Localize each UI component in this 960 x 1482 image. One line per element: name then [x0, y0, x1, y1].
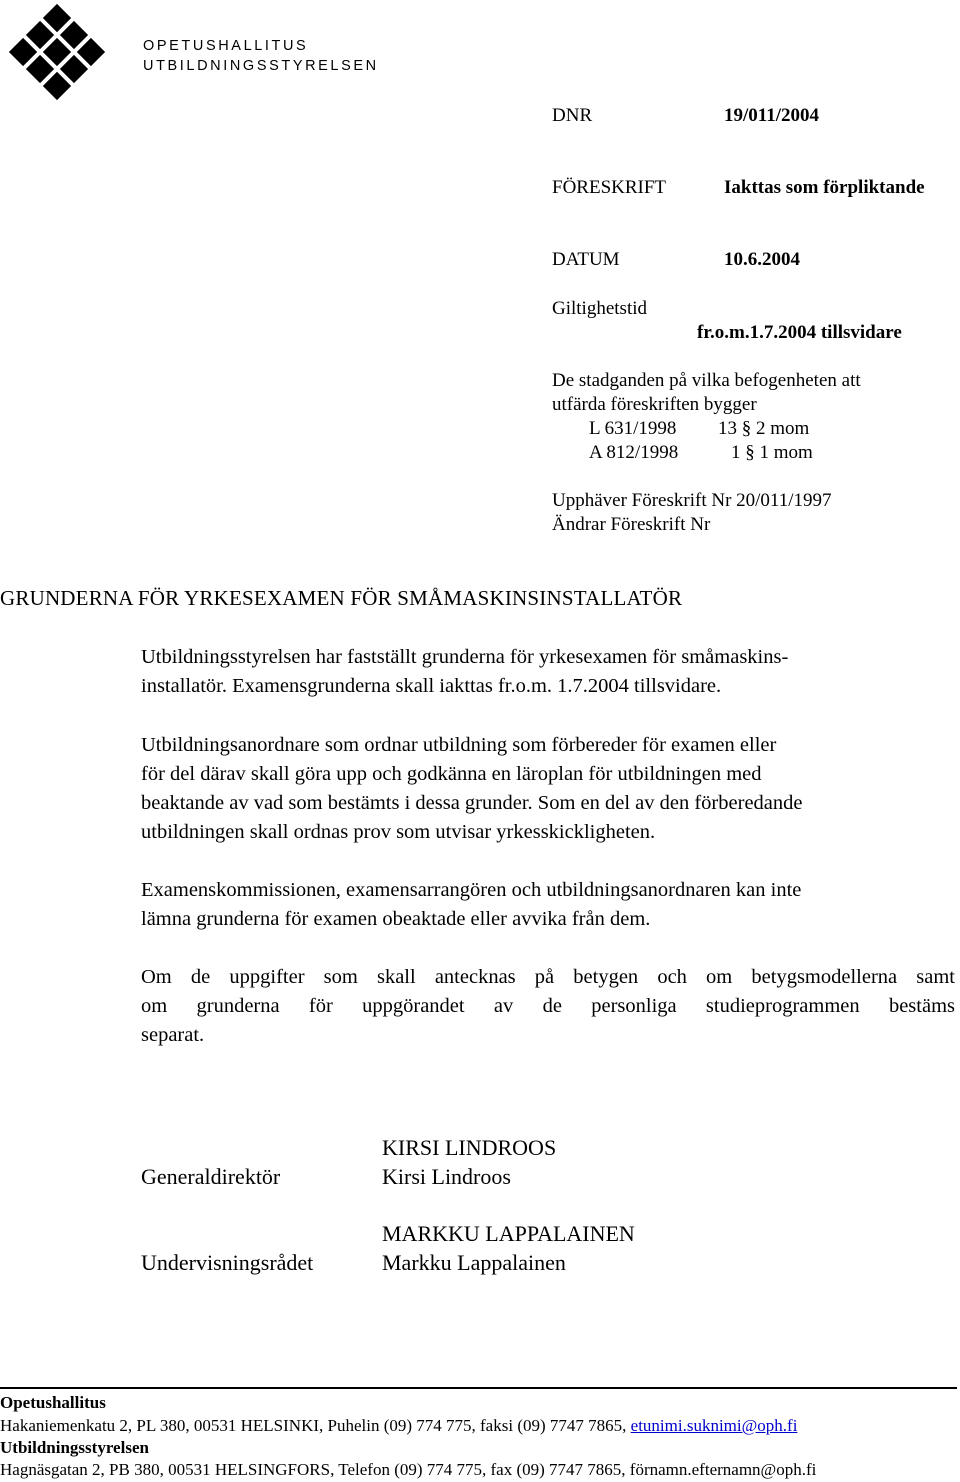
org-name-finnish: OPETUSHALLITUS: [143, 38, 309, 54]
paragraph-4: [141, 963, 955, 1050]
signatory-2-name-caps: MARKKU LAPPALAINEN: [382, 1221, 635, 1246]
date-label: DATUM: [552, 249, 620, 270]
diamond-grid-logo-icon: [6, 2, 108, 102]
paragraph-3-line-2: lämna grunderna för examen obeaktade eller avvika från dem.: [141, 908, 651, 930]
footer-org-2-address: Hagnäsgatan 2, PB 380, 00531 HELSINGFORS, Telefon (09) 774 775, fax (09) 7747 7865, förnamn.efternamn@oph.fi: [0, 1460, 817, 1479]
paragraph-4-line-1: Om de uppgifter som skall antecknas på betygen och om betygsmodellerna samt: [141, 966, 955, 988]
validity-label: Giltighetstid: [552, 298, 647, 319]
law-1-reference: L 631/1998: [589, 418, 677, 439]
paragraph-3: [141, 876, 955, 934]
paragraph-2-line-4: utbildningen skall ordnas prov som utvisar yrkesskickligheten.: [141, 821, 656, 843]
paragraph-2-line-1: Utbildningsanordnare som ordnar utbildning som förbereder för examen eller: [141, 734, 777, 756]
dnr-label: DNR: [552, 105, 593, 126]
signatory-1-name-caps: KIRSI LINDROOS: [382, 1135, 557, 1160]
paragraph-4-line-2: om grunderna för uppgörandet av de personliga studieprogrammen bestäms: [141, 995, 955, 1017]
repeals-regulation: Upphäver Föreskrift Nr 20/011/1997: [552, 490, 832, 511]
paragraph-1-line-2: installatör. Examensgrunderna skall iakttas fr.o.m. 1.7.2004 tillsvidare.: [141, 675, 722, 697]
footer-divider: [0, 1387, 957, 1389]
document-type-label: FÖRESKRIFT: [552, 177, 667, 198]
paragraph-1: [141, 643, 955, 701]
document-type-value: Iakttas som förpliktande: [724, 177, 925, 198]
signatory-2-role: Undervisningsrådet: [141, 1250, 314, 1275]
footer-email-link[interactable]: etunimi.suknimi@oph.fi: [630, 1416, 798, 1435]
footer-org-2-name: Utbildningsstyrelsen: [0, 1438, 149, 1457]
footer-org-1-name: Opetushallitus: [0, 1393, 106, 1412]
date-value: 10.6.2004: [724, 249, 800, 270]
authority-line-1: De stadganden på vilka befogenheten att: [552, 370, 861, 391]
paragraph-2: [141, 731, 955, 847]
dnr-value: 19/011/2004: [724, 105, 820, 126]
validity-value: fr.o.m.1.7.2004 tillsvidare: [697, 322, 902, 343]
footer-org-1-address: Hakaniemenkatu 2, PL 380, 00531 HELSINKI, Puhelin (09) 774 775, faksi (09) 7747 7865,: [0, 1416, 631, 1435]
org-name-swedish: UTBILDNINGSSTYRELSEN: [143, 58, 379, 74]
law-1-section: 13 § 2 mom: [718, 418, 810, 439]
signatory-1-name: Kirsi Lindroos: [382, 1164, 511, 1189]
paragraph-3-line-1: Examenskommissionen, examensarrangören och utbildningsanordnaren kan inte: [141, 879, 802, 901]
paragraph-1-line-1: Utbildningsstyrelsen har fastställt grunderna för yrkesexamen för småmaskins-: [141, 646, 789, 668]
signatory-2-name: Markku Lappalainen: [382, 1250, 566, 1275]
authority-line-2: utfärda föreskriften bygger: [552, 394, 757, 415]
paragraph-2-line-3: beaktande av vad som bestämts i dessa grunder. Som en del av den förberedande: [141, 792, 803, 814]
law-2-section: 1 § 1 mom: [731, 442, 813, 463]
document-title: GRUNDERNA FÖR YRKESEXAMEN FÖR SMÅMASKINSINSTALLATÖR: [0, 586, 683, 610]
footer-org-1-contact: [0, 1416, 797, 1436]
paragraph-2-line-2: för del därav skall göra upp och godkänna en läroplan för utbildningen med: [141, 763, 762, 785]
paragraph-4-line-3: separat.: [141, 1024, 205, 1046]
law-2-reference: A 812/1998: [589, 442, 679, 463]
signatory-1-role: Generaldirektör: [141, 1164, 281, 1189]
amends-regulation: Ändrar Föreskrift Nr: [552, 514, 711, 535]
